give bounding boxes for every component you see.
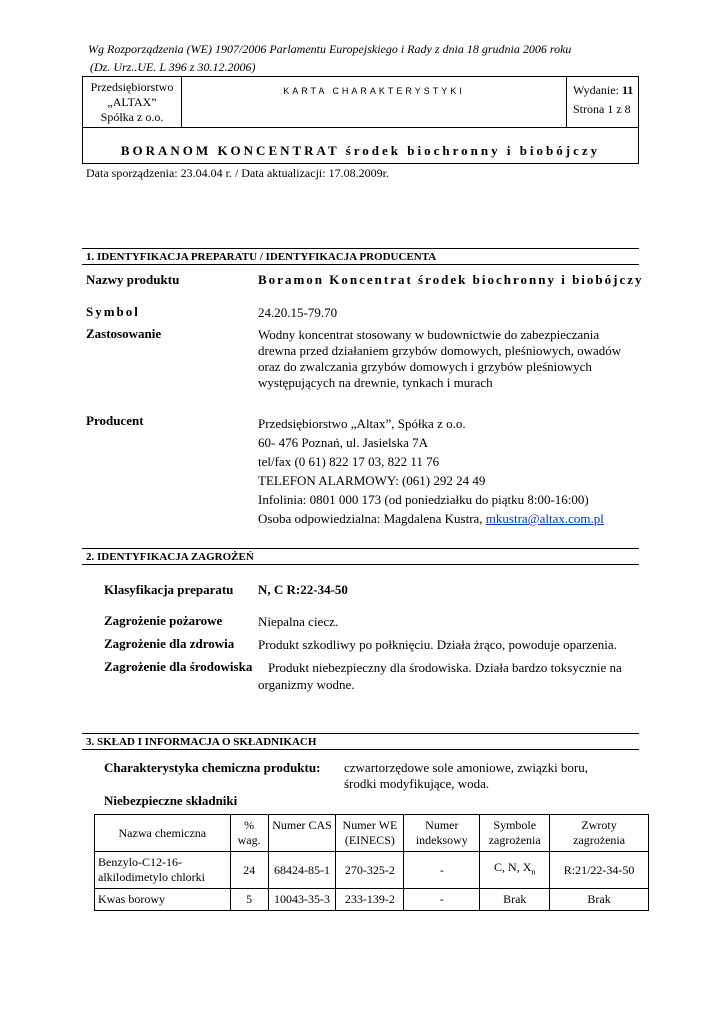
cell-cas: 10043-35-3 — [268, 889, 336, 911]
edition-cell — [566, 77, 638, 127]
section1-heading: 1. IDENTYFIKACJA PREPARATU / IDENTYFIKACJA PRODUCENTA — [82, 248, 639, 265]
col-header-name: Nazwa chemiczna — [95, 815, 231, 852]
page-info: Strona 1 z 8 — [573, 102, 631, 116]
chem-characteristics-label: Charakterystyka chemiczna produktu: — [104, 760, 321, 775]
cell-we: 233-139-2 — [336, 889, 404, 911]
cell-pct: 5 — [230, 889, 268, 911]
company-line2: „ALTAX” — [107, 95, 157, 109]
producer-line1: Przedsiębiorstwo „Altax”, Spółka z o.o. — [258, 416, 466, 431]
usage-line2: drewna przed działaniem grzybów domowych, pleśniowych, owadów — [258, 343, 622, 358]
doc-type: KARTA CHARAKTERYSTYKI — [283, 86, 465, 96]
usage-value — [258, 327, 621, 391]
header-row — [83, 77, 638, 128]
fire-hazard-value: Niepalna ciecz. — [258, 614, 339, 629]
col-header-index: Numer indeksowy — [404, 815, 480, 852]
classification-value: N, C R:22-34-50 — [258, 582, 348, 597]
symbol-label: Symbol — [86, 304, 140, 319]
usage-line3: oraz do zwalczania grzybów domowych i grzybów pleśniowych — [258, 359, 592, 374]
col-header-pct: % wag. — [230, 815, 268, 852]
producer-line3: tel/fax (0 61) 822 17 03, 822 11 76 — [258, 454, 440, 469]
edition-label: Wydanie: — [573, 83, 619, 97]
edition-value: 11 — [621, 83, 634, 97]
responsible-email-link[interactable]: mkustra@altax.com.pl — [485, 511, 604, 526]
health-hazard-label: Zagrożenie dla zdrowia — [104, 636, 235, 651]
col-header-symbols: Symbole zagrożenia — [480, 815, 550, 852]
company-cell — [83, 77, 182, 127]
table-row — [95, 852, 649, 889]
company-line1: Przedsiębiorstwo — [90, 80, 174, 94]
cell-pct: 24 — [230, 852, 268, 889]
chem-line2: środki modyfikujące, woda. — [344, 776, 490, 791]
regulation-line1: Wg Rozporządzenia (WE) 1907/2006 Parlamentu Europejskiego i Rady z dnia 18 grudnia 2006 roku — [88, 42, 572, 56]
fire-hazard-label: Zagrożenie pożarowe — [104, 613, 223, 628]
cell-risk: R:21/22-34-50 — [550, 852, 649, 889]
env-hazard-line1: Produkt niebezpieczny dla środowiska. Działa bardzo toksycznie na — [268, 660, 622, 675]
hazardous-components-label: Niebezpieczne składniki — [104, 793, 238, 808]
producer-line5: Infolinia: 0801 000 173 (od poniedziałku do piątku 8:00-16:00) — [258, 492, 589, 507]
producer-line2: 60- 476 Poznań, ul. Jasielska 7A — [258, 435, 429, 450]
section2-heading: 2. IDENTYFIKACJA ZAGROŻEŃ — [82, 548, 639, 565]
symbol-value: 24.20.15-79.70 — [258, 305, 338, 320]
table-header-row — [95, 815, 649, 852]
cell-cas: 68424-85-1 — [268, 852, 336, 889]
cell-name: Kwas borowy — [95, 889, 231, 911]
product-name-label: Nazwy produktu — [86, 272, 180, 287]
components-table — [94, 814, 649, 911]
document-header-box — [82, 76, 639, 164]
table-row — [95, 889, 649, 911]
cell-we: 270-325-2 — [336, 852, 404, 889]
cell-index: - — [404, 889, 480, 911]
document-dates: Data sporządzenia: 23.04.04 r. / Data aktualizacji: 17.08.2009r. — [86, 166, 389, 180]
responsible-prefix: Osoba odpowiedzialna: Magdalena Kustra, — [258, 511, 486, 526]
regulation-line2: (Dz. Urz..UE. L 396 z 30.12.2006) — [90, 60, 256, 74]
cell-index: - — [404, 852, 480, 889]
cell-name: Benzylo-C12-16- alkilodimetylo chlorki — [95, 852, 231, 889]
producer-value — [258, 414, 604, 528]
product-title: BORANOM KONCENTRAT środek biochronny i biobójczy — [120, 143, 601, 158]
env-hazard-label: Zagrożenie dla środowiska — [104, 659, 253, 674]
chem-line1: czwartorzędowe sole amoniowe, związki boru, — [344, 760, 589, 775]
env-hazard-line2: organizmy wodne. — [258, 677, 355, 692]
responsible-person — [258, 509, 604, 528]
usage-line1: Wodny koncentrat stosowany w budownictwie do zabezpieczania — [258, 327, 600, 342]
product-name-value: Boramon Koncentrat środek biochronny i biobójczy — [258, 272, 644, 287]
col-header-we: Numer WE (EINECS) — [336, 815, 404, 852]
company-line3: Spółka z o.o. — [100, 110, 164, 124]
usage-line4: występujących na drewnie, tynkach i murach — [258, 375, 493, 390]
cell-risk: Brak — [550, 889, 649, 911]
health-hazard-value: Produkt szkodliwy po połknięciu. Działa żrąco, powoduje oparzenia. — [258, 637, 617, 652]
chem-characteristics-value — [344, 760, 588, 792]
producer-line4: TELEFON ALARMOWY: (061) 292 24 49 — [258, 473, 486, 488]
classification-label: Klasyfikacja preparatu — [104, 582, 234, 597]
producer-label: Producent — [86, 413, 144, 428]
col-header-risk: Zwroty zagrożenia — [550, 815, 649, 852]
col-header-cas: Numer CAS — [268, 815, 336, 852]
cell-symbols: Brak — [480, 889, 550, 911]
cell-symbols: C, N, $X_n$ — [480, 852, 550, 889]
section3-heading: 3. SKŁAD I INFORMACJA O SKŁADNIKACH — [82, 733, 639, 750]
usage-label: Zastosowanie — [86, 326, 162, 341]
